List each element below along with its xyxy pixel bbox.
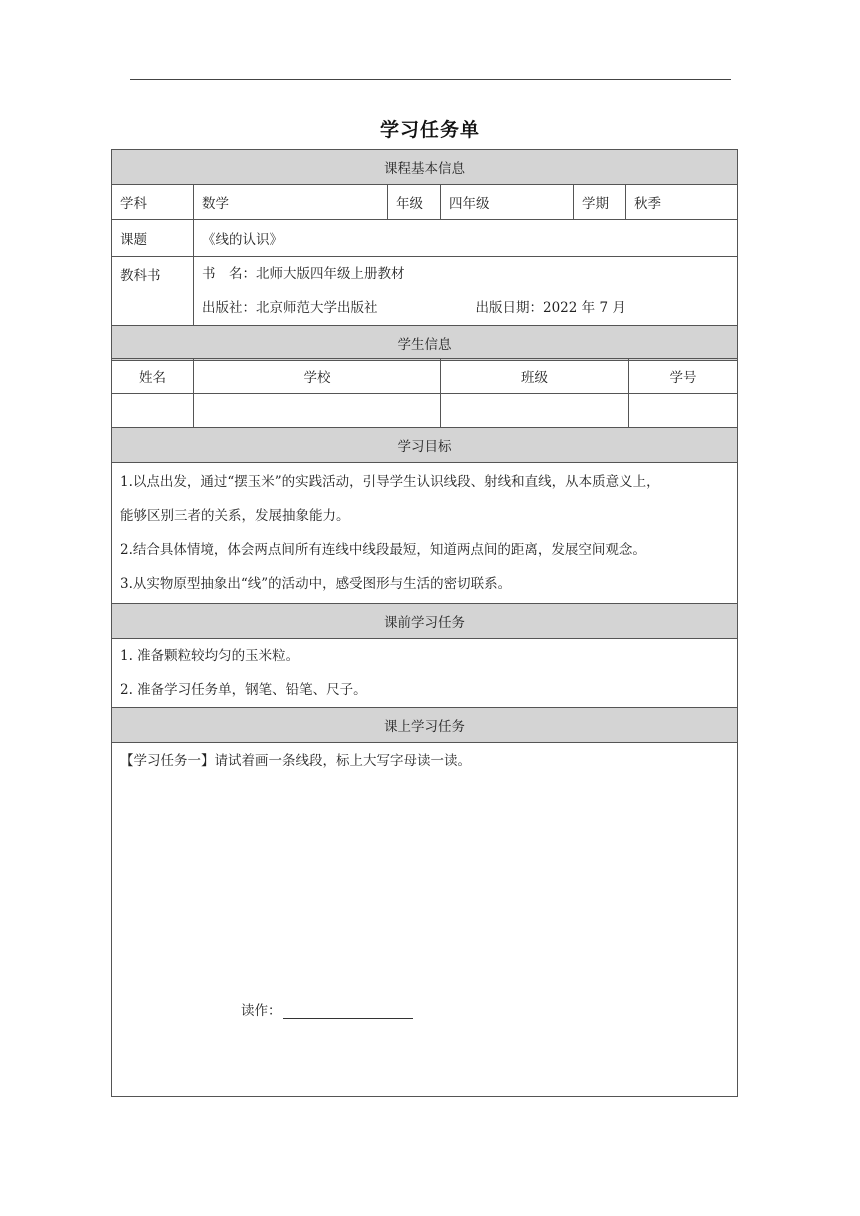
topic-value: 《线的认识》 bbox=[194, 220, 738, 257]
pre-class-item: 1. 准备颗粒较均匀的玉米粒。 bbox=[120, 648, 300, 664]
pre-class-item: 2. 准备学习任务单，钢笔、铅笔、尺子。 bbox=[120, 682, 367, 698]
class-input-cell[interactable] bbox=[441, 394, 629, 429]
task-sheet-table bbox=[111, 149, 738, 361]
reading-blank-line[interactable] bbox=[283, 1000, 413, 1019]
book-name: 书 名：北师大版四年级上册教材 bbox=[202, 266, 405, 282]
in-class-header: 课上学习任务 bbox=[112, 708, 738, 743]
lower-sections-table bbox=[111, 427, 738, 1097]
header-rule bbox=[130, 79, 731, 80]
column-name: 姓名 bbox=[112, 359, 194, 394]
course-info-header: 课程基本信息 bbox=[112, 150, 738, 185]
subject-label: 学科 bbox=[112, 185, 194, 220]
grade-value: 四年级 bbox=[441, 185, 574, 220]
goal-item: 2.结合具体情境，体会两点间所有连线中线段最短，知道两点间的距离，发展空间观念。 bbox=[120, 542, 646, 558]
in-class-content bbox=[112, 743, 738, 1097]
column-school: 学校 bbox=[194, 359, 441, 394]
goal-item: 能够区别三者的关系，发展抽象能力。 bbox=[120, 508, 350, 524]
goals-header: 学习目标 bbox=[112, 428, 738, 463]
task-one-text: 【学习任务一】请试着画一条线段，标上大写字母读一读。 bbox=[120, 753, 471, 769]
textbook-details bbox=[194, 257, 738, 326]
goal-item: 1.以点出发，通过“摆玉米”的实践活动，引导学生认识线段、射线和直线，从本质意义上， bbox=[120, 474, 660, 490]
pre-class-header: 课前学习任务 bbox=[112, 604, 738, 639]
pre-class-content bbox=[112, 639, 738, 708]
term-label: 学期 bbox=[574, 185, 626, 220]
student-info-header: 学生信息 bbox=[112, 326, 738, 361]
name-input-cell[interactable] bbox=[112, 394, 194, 429]
publisher: 出版社：北京师范大学出版社 bbox=[202, 300, 378, 316]
column-class: 班级 bbox=[441, 359, 629, 394]
school-input-cell[interactable] bbox=[194, 394, 441, 429]
grade-label: 年级 bbox=[388, 185, 441, 220]
goal-item: 3.从实物原型抽象出“线”的活动中，感受图形与生活的密切联系。 bbox=[120, 576, 512, 592]
reading-answer bbox=[241, 999, 413, 1019]
textbook-label: 教科书 bbox=[112, 257, 194, 326]
column-student-id: 学号 bbox=[629, 359, 738, 394]
publication-date: 出版日期：2022 年 7 月 bbox=[475, 300, 626, 316]
student-info-table bbox=[111, 358, 738, 429]
read-label: 读作： bbox=[241, 1003, 282, 1019]
term-value: 秋季 bbox=[626, 185, 738, 220]
student-id-input-cell[interactable] bbox=[629, 394, 738, 429]
topic-label: 课题 bbox=[112, 220, 194, 257]
document-title: 学习任务单 bbox=[379, 119, 480, 141]
goals-content bbox=[112, 463, 738, 604]
subject-value: 数学 bbox=[194, 185, 388, 220]
